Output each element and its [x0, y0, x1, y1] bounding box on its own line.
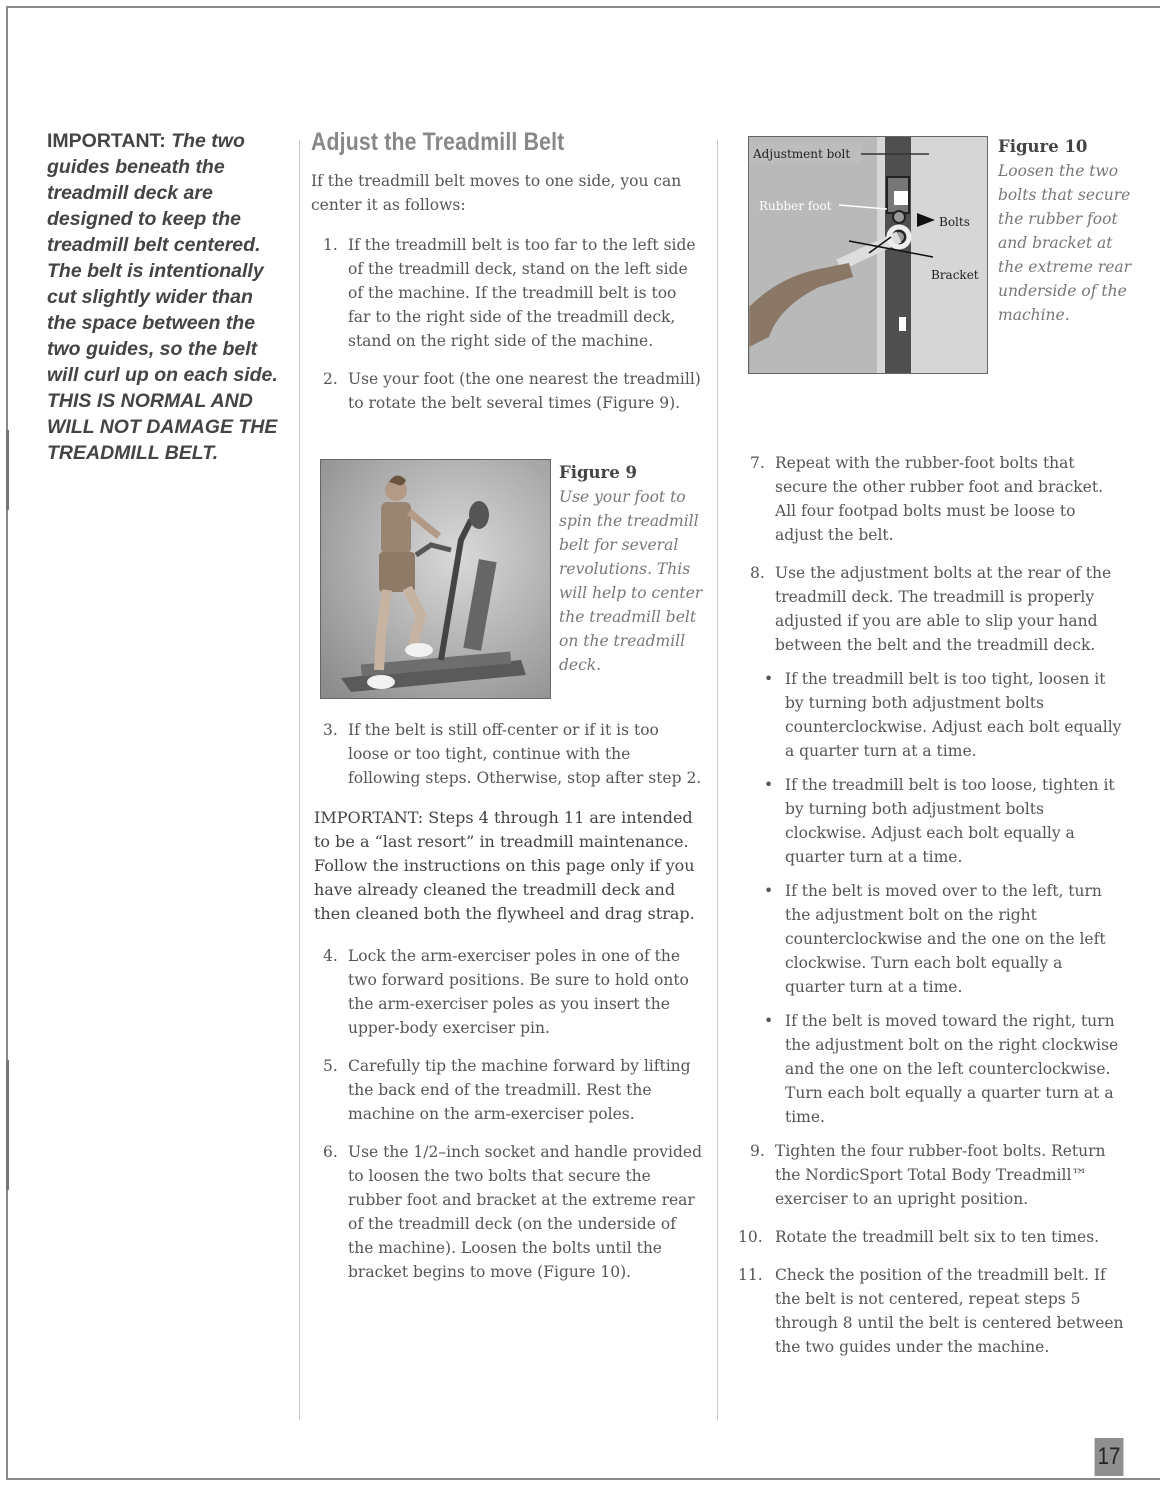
sidebar-lead: IMPORTANT:: [47, 130, 166, 152]
step-text: Tighten the four rubber-foot bolts. Return the NordicSport Total Body Treadmill™ exerciser to an upright position.: [775, 1142, 1106, 1208]
bullet-list: [738, 667, 1126, 1129]
step-number: 6.: [323, 1143, 338, 1161]
middle-column-lower: [311, 718, 703, 1284]
label-adjustment-bolt: Adjustment bolt: [753, 147, 851, 161]
step-text: Carefully tip the machine forward by lifting the back end of the treadmill. Rest the machine on the arm-exerciser poles.: [348, 1057, 691, 1123]
bullet-item: • If the treadmill belt is too loose, tighten it by turning both adjustment bolts clockwise. Adjust each bolt equally a quarter turn at a time.: [738, 773, 1126, 869]
column-divider: [717, 140, 718, 1420]
step-item: [738, 561, 1126, 657]
step-number: 4.: [323, 947, 338, 965]
step-text: If the treadmill belt is too far to the left side of the treadmill deck, stand on the left side of the machine. If the treadmill belt is too far to the right side of the treadmill deck, stand on the right side of the machine.: [348, 236, 696, 350]
page-number: 17: [1095, 1438, 1124, 1476]
steps-list-b: [311, 944, 703, 1284]
step-text: Rotate the treadmill belt six to ten times.: [775, 1228, 1100, 1246]
step-item: [311, 1054, 703, 1126]
step-item: [738, 451, 1126, 547]
step-number: 7.: [750, 454, 765, 472]
steps-list-d: [738, 1139, 1126, 1359]
figure-10-text: Loosen the two bolts that secure the rubber foot and bracket at the extreme rear underside of the machine.: [998, 162, 1132, 324]
figure-9-photo: [320, 459, 551, 699]
step-text: Use your foot (the one nearest the treadmill) to rotate the belt several times (Figure 9).: [348, 370, 701, 412]
step-text: Use the 1/2–inch socket and handle provided to loosen the two bolts that secure the rubber foot and bracket at the extreme rear of the treadmill deck (on the underside of the machine). Loosen the bolts until the bracket begins to move (Figure 10).: [348, 1143, 702, 1281]
step-item: [738, 1139, 1126, 1211]
step-item: [311, 718, 703, 790]
sidebar-important-note: [47, 128, 287, 466]
step-number: 10.: [738, 1228, 763, 1246]
step-item: [311, 1140, 703, 1284]
figure-9-caption: [559, 461, 709, 677]
step-item: [738, 1225, 1126, 1249]
label-rubber-foot: Rubber foot: [759, 199, 832, 213]
step-text: Repeat with the rubber-foot bolts that secure the other rubber foot and bracket. All four footpad bolts must be loose to adjust the belt.: [775, 454, 1104, 544]
step-item: [311, 233, 703, 353]
margin-mark: [6, 1060, 9, 1190]
bolt-adjustment-illustration: [749, 137, 987, 373]
bullet-item: • If the belt is moved over to the left, turn the adjustment bolt on the right counterclockwise and the one on the left clockwise. Turn each bolt equally a quarter turn at a time.: [738, 879, 1126, 999]
figure-10-caption: [998, 135, 1138, 327]
figure-10-photo: [748, 136, 988, 374]
step-number: 3.: [323, 721, 338, 739]
steps-list-3: [311, 718, 703, 790]
step-text: If the belt is still off-center or if it is too loose or too tight, continue with the following steps. Otherwise, stop after step 2.: [348, 721, 702, 787]
figure-9-text: Use your foot to spin the treadmill belt for several revolutions. This will help to center the treadmill belt on the treadmill deck.: [559, 488, 703, 674]
step-text: Lock the arm-exerciser poles in one of the two forward positions. Be sure to hold onto the arm-exerciser poles as you insert the upper-body exerciser pin.: [348, 947, 689, 1037]
step-number: 1.: [323, 236, 338, 254]
label-bolts: Bolts: [939, 215, 970, 229]
sidebar-text: The two guides beneath the treadmill deck are designed to keep the treadmill belt centered. The belt is intentionally cut slightly wider than the space between the two guides, so the belt will curl up on each side. THIS IS NORMAL AND WILL NOT DAMAGE THE TREADMILL BELT.: [47, 130, 278, 464]
step-item: [311, 367, 703, 415]
margin-mark: [6, 430, 9, 510]
step-item: [311, 944, 703, 1040]
steps-list-a: [311, 233, 703, 415]
step-number: 11.: [738, 1266, 763, 1284]
step-number: 8.: [750, 564, 765, 582]
label-bracket: Bracket: [931, 268, 979, 282]
column-divider: [299, 140, 300, 1420]
important-paragraph: IMPORTANT: Steps 4 through 11 are intended to be a “last resort” in treadmill maintenance. Follow the instructions on this page only if you have already cleaned the treadmill deck and then cleaned both the flywheel and drag strap.: [314, 808, 695, 923]
treadmill-user-illustration: [321, 460, 550, 698]
section-intro: If the treadmill belt moves to one side, you can center it as follows:: [311, 172, 682, 214]
step-text: Check the position of the treadmill belt. If the belt is not centered, repeat steps 5 through 8 until the belt is centered between the two guides under the machine.: [775, 1266, 1124, 1356]
step-number: 2.: [323, 370, 338, 388]
figure-9-title: Figure 9: [559, 463, 637, 482]
step-text: Use the adjustment bolts at the rear of the treadmill deck. The treadmill is properly adjusted if you are able to slip your hand between the belt and the treadmill deck.: [775, 564, 1112, 654]
steps-list-c: [738, 451, 1126, 657]
figure-10-title: Figure 10: [998, 137, 1088, 156]
step-number: 9.: [750, 1142, 765, 1160]
section-title: Adjust the Treadmill Belt: [311, 128, 565, 156]
bullet-item: • If the belt is moved toward the right, turn the adjustment bolt on the right clockwise and the one on the left counterclockwise. Turn each bolt equally a quarter turn at a time.: [738, 1009, 1126, 1129]
middle-column: [311, 128, 703, 415]
step-number: 5.: [323, 1057, 338, 1075]
step-item: [738, 1263, 1126, 1359]
right-column: [738, 451, 1126, 1359]
bullet-item: • If the treadmill belt is too tight, loosen it by turning both adjustment bolts counterclockwise. Adjust each bolt equally a quarter turn at a time.: [738, 667, 1126, 763]
